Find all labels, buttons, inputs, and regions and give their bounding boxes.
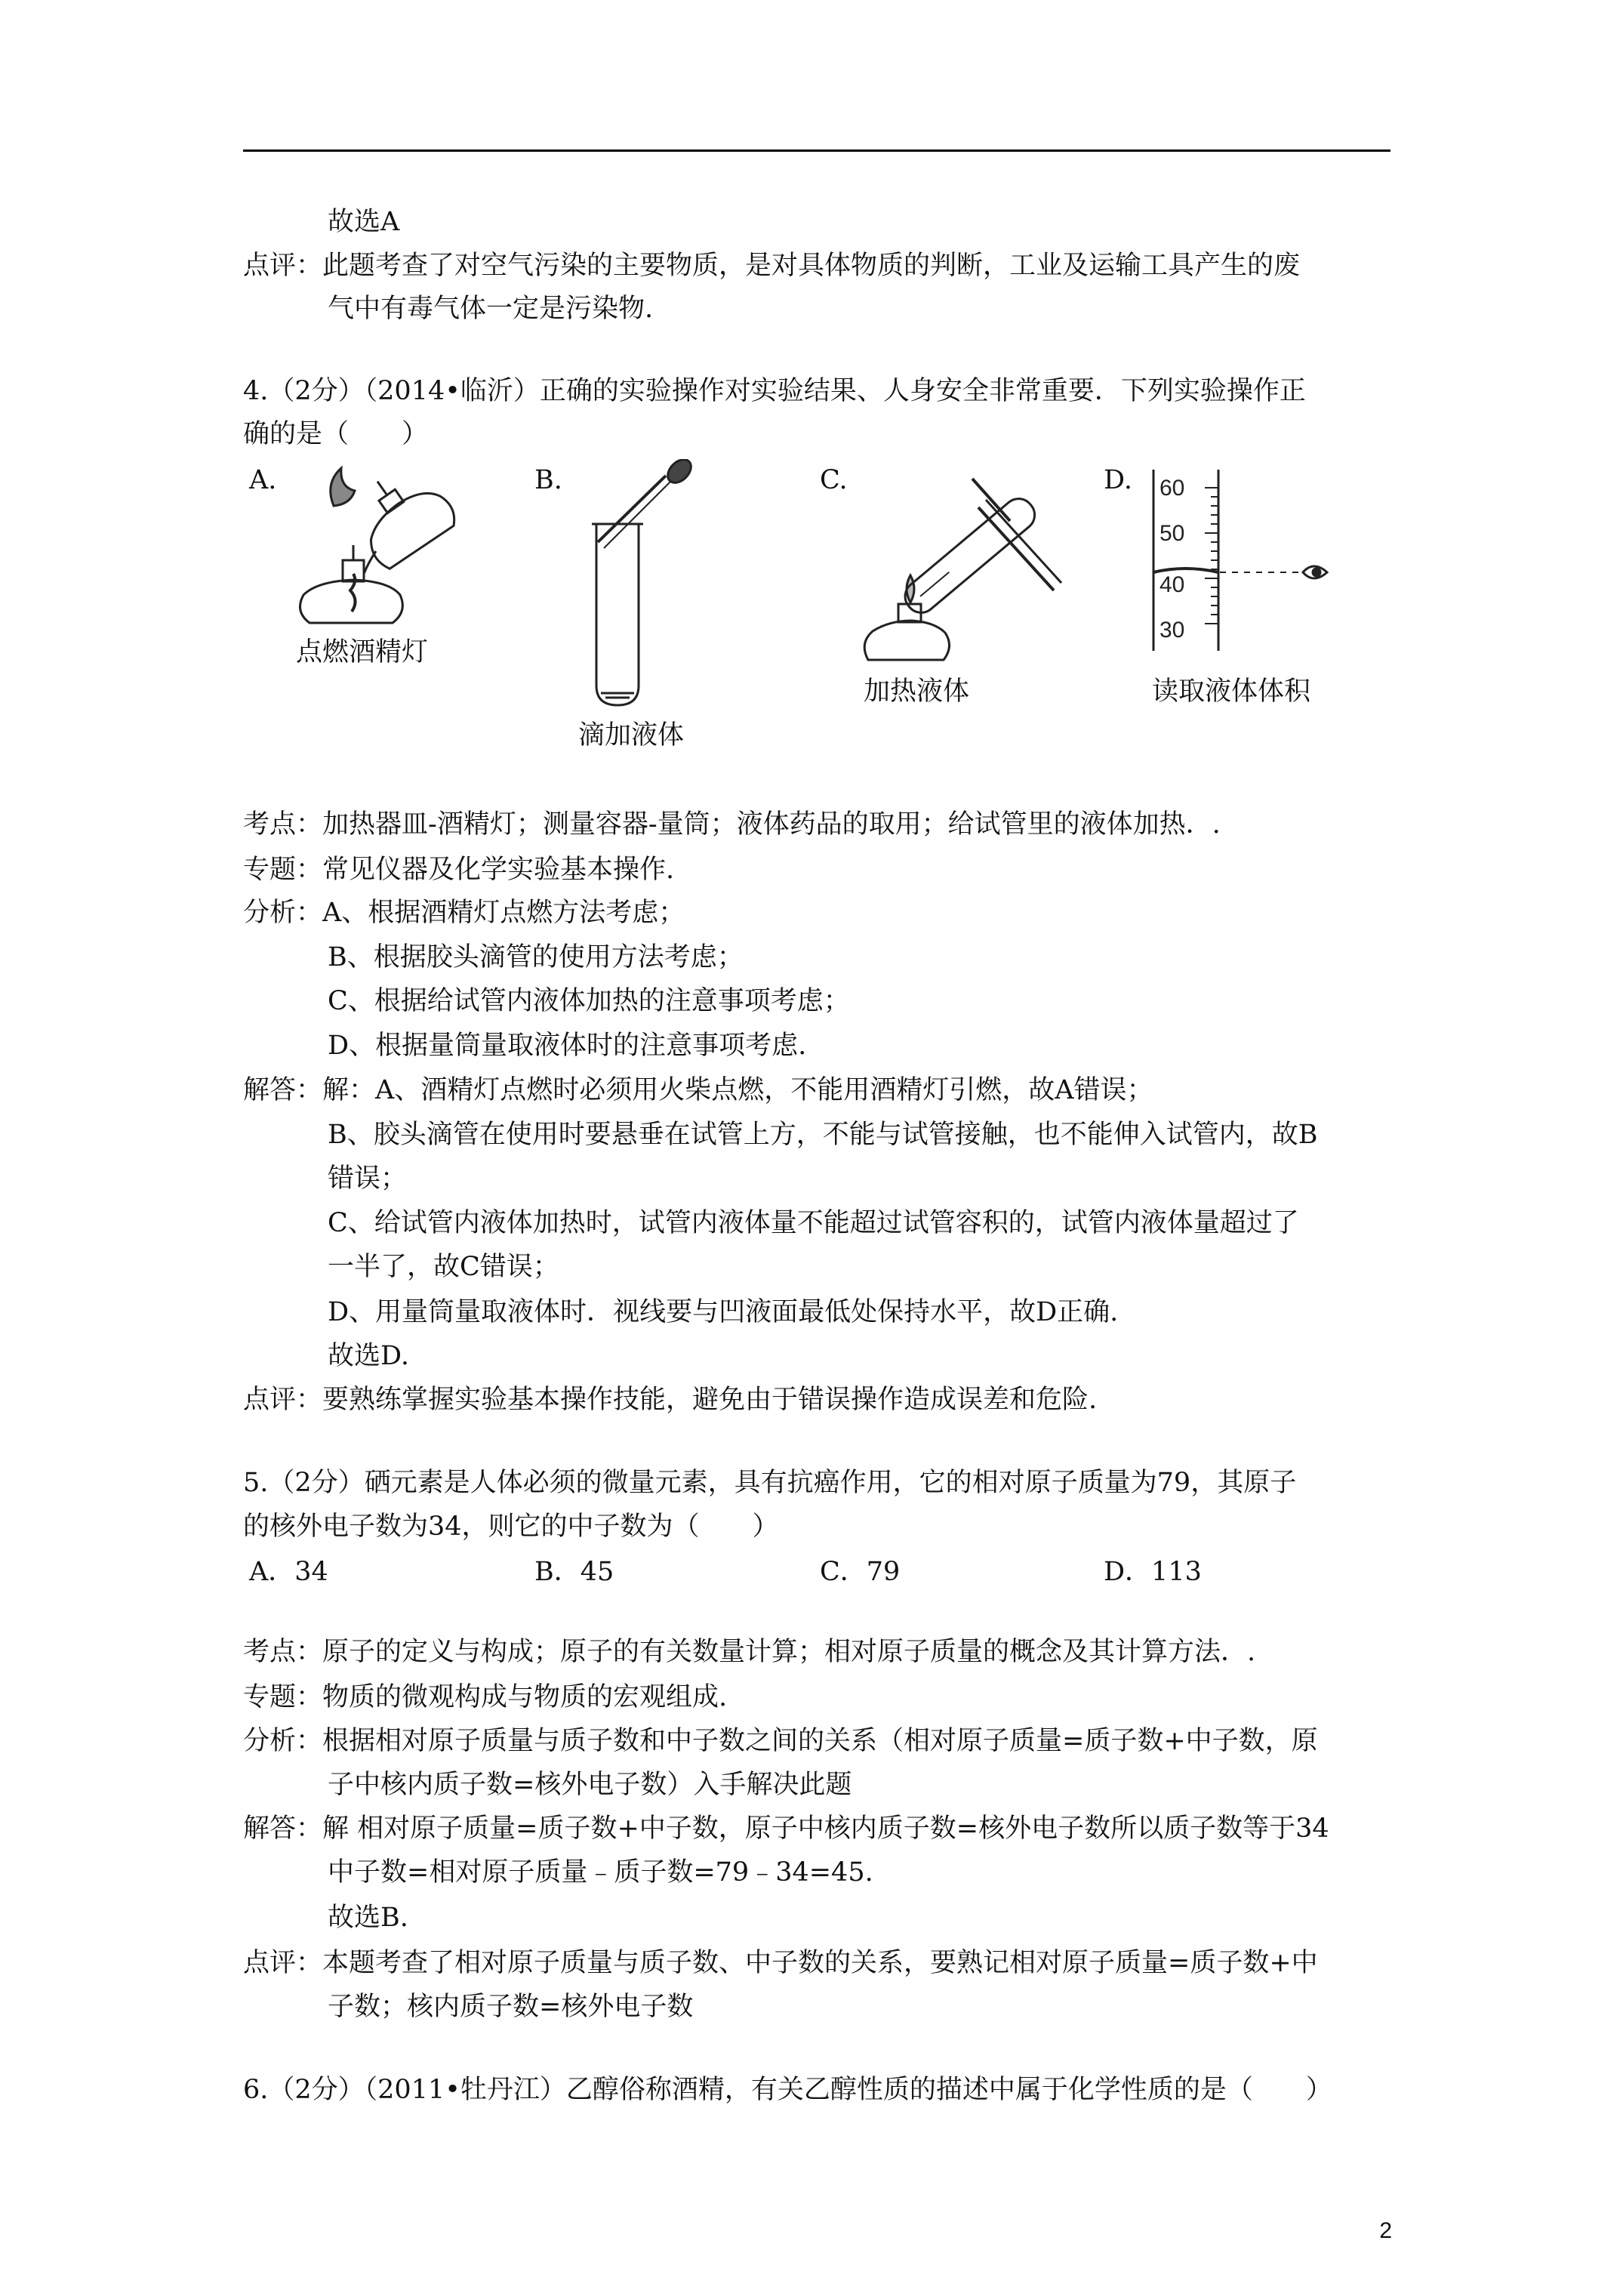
q4-jieda: 一半了，故C错误； <box>328 1252 559 1282</box>
option-c-label: C. <box>820 465 848 495</box>
figure-a-caption: 点燃酒精灯 <box>296 637 429 667</box>
q4-jieda: 故选D. <box>328 1341 409 1371</box>
q4-fenxi: B、根据胶头滴管的使用方法考虑； <box>328 942 744 972</box>
alcohol-lamp-lighting-figure <box>287 461 460 627</box>
q5-fenxi: 子中核内质子数=核外电子数）入手解决此题 <box>328 1770 852 1800</box>
q5-option-a: A．34 <box>249 1557 328 1587</box>
answer-choice: 故选A <box>328 207 400 237</box>
q4-zhuanti: 专题：常见仪器及化学实验基本操作. <box>243 855 675 885</box>
q5-jieda: 中子数=相对原子质量﹣质子数=79﹣34=45. <box>328 1857 873 1888</box>
question-5-stem: 的核外电子数为34，则它的中子数为（ ） <box>243 1512 779 1542</box>
q5-option-b: B．45 <box>534 1557 614 1587</box>
question-4-stem: 确的是（ ） <box>243 419 429 449</box>
cylinder-tick-50: 50 <box>1160 521 1185 546</box>
q4-jieda: D、用量筒量取液体时．视线要与凹液面最低处保持水平，故D正确. <box>328 1297 1119 1327</box>
q4-dianping: 点评：要熟练掌握实验基本操作技能，避免由于错误操作造成误差和危险. <box>243 1385 1098 1415</box>
figure-b-caption: 滴加液体 <box>578 720 685 750</box>
question-4-stem: 4.（2分）（2014•临沂）正确的实验操作对实验结果、人身安全非常重要．下列实验操作正 <box>243 376 1306 406</box>
question-5-stem: 5.（2分）硒元素是人体必须的微量元素，具有抗癌作用，它的相对原子质量为79，其原子 <box>243 1468 1297 1498</box>
q5-option-d: D．113 <box>1104 1557 1202 1587</box>
q4-kaodian: 考点：加热器皿-酒精灯；测量容器-量筒；液体药品的取用；给试管里的液体加热．. <box>243 809 1221 840</box>
cylinder-tick-30: 30 <box>1160 618 1185 643</box>
q5-kaodian: 考点：原子的定义与构成；原子的有关数量计算；相对原子质量的概念及其计算方法．. <box>243 1637 1256 1667</box>
figure-d-caption: 读取液体体积 <box>1152 676 1311 707</box>
q5-jieda: 解答：解 相对原子质量=质子数+中子数，原子中核内质子数=核外电子数所以质子数等于34 <box>243 1814 1329 1844</box>
q4-jieda: B、胶头滴管在使用时要悬垂在试管上方，不能与试管接触，也不能伸入试管内，故B <box>328 1120 1318 1150</box>
q4-jieda: 解答：解：A、酒精灯点燃时必须用火柴点燃，不能用酒精灯引燃，故A错误； <box>243 1075 1153 1105</box>
q5-fenxi: 分析：根据相对原子质量与质子数和中子数之间的关系（相对原子质量=质子数+中子数，原 <box>243 1726 1318 1756</box>
q5-zhuanti: 专题：物质的微观构成与物质的宏观组成. <box>243 1682 728 1712</box>
option-b-label: B. <box>534 465 562 495</box>
q4-jieda: C、给试管内液体加热时，试管内液体量不能超过试管容积的，试管内液体量超过了 <box>328 1208 1299 1238</box>
cylinder-tick-60: 60 <box>1160 476 1185 501</box>
figure-c-caption: 加热液体 <box>864 676 970 707</box>
graduated-cylinder-reading-figure <box>1147 467 1329 655</box>
q4-fenxi: 分析：A、根据酒精灯点燃方法考虑； <box>243 898 685 928</box>
q5-dianping: 子数；核内质子数=核外电子数 <box>328 1992 694 2022</box>
question-6-stem: 6.（2分）（2011•牡丹江）乙醇俗称酒精，有关乙醇性质的描述中属于化学性质的是（ ） <box>243 2075 1332 2105</box>
option-a-label: A. <box>249 465 277 495</box>
q4-fenxi: D、根据量筒量取液体时的注意事项考虑. <box>328 1031 807 1061</box>
cylinder-tick-40: 40 <box>1160 572 1185 597</box>
dropper-test-tube-figure <box>575 459 711 708</box>
q5-option-c: C．79 <box>820 1557 901 1587</box>
q4-fenxi: C、根据给试管内液体加热的注意事项考虑； <box>328 986 850 1016</box>
comment-line: 点评：此题考查了对空气污染的主要物质，是对具体物质的判断，工业及运输工具产生的废 <box>243 251 1301 281</box>
comment-line: 气中有毒气体一定是污染物. <box>328 294 654 324</box>
heating-test-tube-figure <box>859 462 1086 666</box>
q4-jieda: 错误； <box>328 1163 408 1194</box>
q5-dianping: 点评：本题考查了相对原子质量与质子数、中子数的关系，要熟记相对原子质量=质子数+中 <box>243 1948 1318 1978</box>
option-d-label: D. <box>1104 465 1132 495</box>
header-rule <box>243 149 1390 152</box>
page-number: 2 <box>1379 2218 1392 2243</box>
q5-jieda: 故选B. <box>328 1903 408 1933</box>
